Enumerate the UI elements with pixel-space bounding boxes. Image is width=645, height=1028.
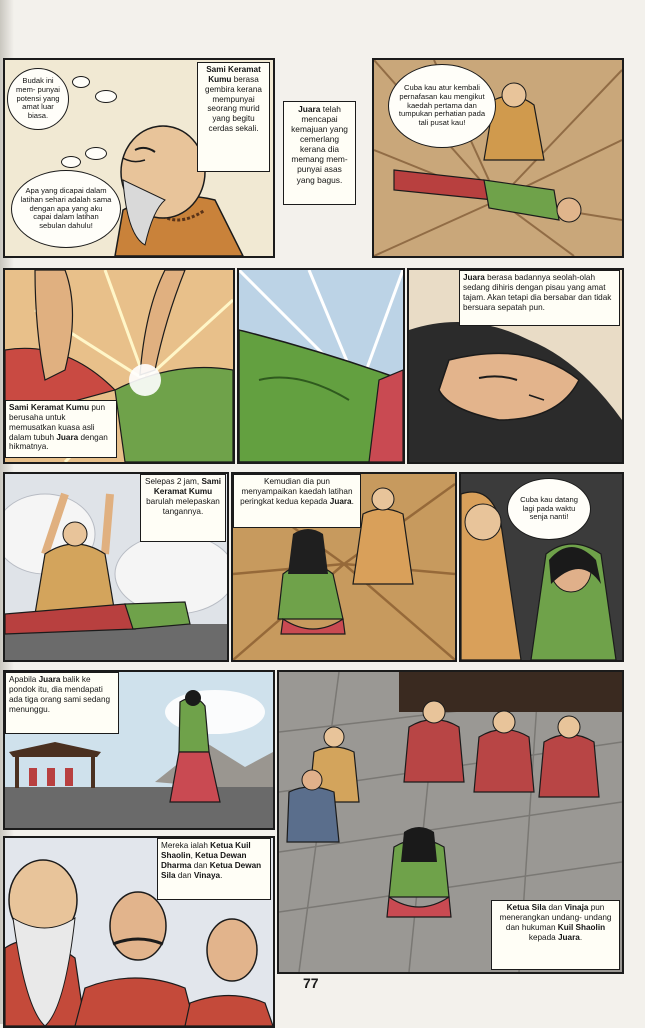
caption-rules-text2: kepada [528,932,556,942]
speech-bubble-potential [7,68,69,130]
caption-two-hours-text2: barulah melepaskan tangannya. [146,496,220,516]
thought-puff [72,76,90,88]
speech-bubble-come-again [507,478,591,540]
caption-rules-dan: dan [548,903,563,912]
caption-rules-text: pun menerangkan undang- undang dan hukuman [499,903,612,932]
panel-4-art [239,270,403,462]
caption-rules-name4: Juara [558,932,580,942]
caption-master-happy [197,62,270,172]
caption-three-leaders-name2: Ketua Dewan Dharma [161,850,247,870]
caption-rules-name2: Vinaja [564,903,589,912]
caption-returning-text: Apabila [9,675,37,684]
speech-bubble-breathing [388,64,496,148]
caption-two-hours [140,474,226,542]
caption-juara-progress-name: Juara [298,104,321,114]
panel-3-hand-energy [3,268,235,464]
caption-second-stage [233,474,361,528]
speech-bubble-compare [11,170,121,248]
panel-1-master-smiling [3,58,275,258]
caption-rules-name: Ketua Sila [506,903,547,912]
caption-master-happy-name: Sami Keramat Kumu [206,65,261,84]
panel-7-teaching [231,472,457,662]
caption-three-leaders-name4: Vinaya [193,870,221,880]
caption-three-leaders-dan: dan [193,860,208,870]
thought-puff [61,156,81,168]
page-number: 77 [303,975,319,991]
panel-5-juara-face [407,268,624,464]
panel-2-juara-lying [372,58,624,258]
caption-three-leaders-name3: Ketua Dewan Sila [161,860,262,880]
panel-9-returning [3,670,275,830]
caption-master-effort-text2: dengan hikmatnya. [9,432,108,452]
caption-returning [5,672,119,734]
caption-master-effort-text: pun berusaha untuk memusatkan kuasa asli dalam tubuh [9,403,106,442]
caption-rules [491,900,620,970]
caption-three-leaders-end: . [220,870,223,880]
panel-4-green-torso [237,268,405,464]
caption-returning-text2: balik ke pondok itu, dia mendapati ada tiga orang sami sedang menunggu. [9,675,111,714]
caption-second-stage-text: Kemudian dia pun menyampaikan kaedah latihan peringkat kedua kepada [240,477,353,506]
thought-puff [95,90,117,103]
caption-second-stage-end: . [351,496,354,506]
speech-bubble-potential-text: Budak ini mem- punyai potensi yang amat luar biasa. [16,75,60,121]
panel-10-monks-meeting [277,670,624,974]
caption-rules-name3: Kuil Shaolin [557,922,606,932]
speech-bubble-compare-text: Apa yang dicapai dalam latihan sehari adalah sama dengan apa yang aku capai dalam latihan sebulan dahulu! [20,185,112,231]
caption-two-hours-name: Sami Keramat Kumu [153,477,222,496]
caption-two-hours-text: Selepas 2 jam, [144,477,200,486]
caption-master-happy-text: berasa gembira kerana mempunyai seorang murid yang begitu cerdas sekali. [205,74,262,134]
caption-second-stage-name: Juara [329,496,352,506]
panel-6-master-arms-up [3,472,229,662]
speech-bubble-come-again-text: Cuba kau datang lagi pada waktu senja nanti! [520,494,578,522]
caption-juara-pain [459,270,620,326]
thought-puff [85,147,107,160]
panel-8-come-again [459,472,624,662]
caption-master-effort [5,400,117,458]
speech-bubble-breathing-text: Cuba kau atur kembali pernafasan kau mengikut kaedah pertama dan tumpukan perhatian pada tali pusat kau! [398,82,486,128]
panel-11-three-monks [3,836,275,1028]
caption-returning-name: Juara [38,675,61,684]
caption-rules-end: . [579,932,583,942]
caption-master-effort-name: Sami Keramat Kumu [9,403,90,412]
caption-juara-pain-name: Juara [463,273,485,282]
caption-three-leaders-text: Mereka ialah [161,841,208,850]
caption-master-effort-name2: Juara [56,432,79,442]
caption-juara-progress [283,101,356,205]
caption-three-leaders-name1: Ketua Kuil Shaolin [161,841,251,860]
caption-juara-pain-text: berasa badannya seolah-olah sedang dihiris dengan pisau yang amat tajam. Akan tetapi dia bersabar dan tidak bersuara sepatah pun. [463,273,612,312]
caption-three-leaders: Mereka ialah Ketua Kuil Shaolin, Ketua Dewan Dharma dan Ketua Dewan Sila dan Vinaya. [157,838,271,900]
caption-juara-progress-text: telah mencapai kemajuan yang cemerlang kerana dia memang mem- punyai asas yang bagus. [291,104,348,185]
